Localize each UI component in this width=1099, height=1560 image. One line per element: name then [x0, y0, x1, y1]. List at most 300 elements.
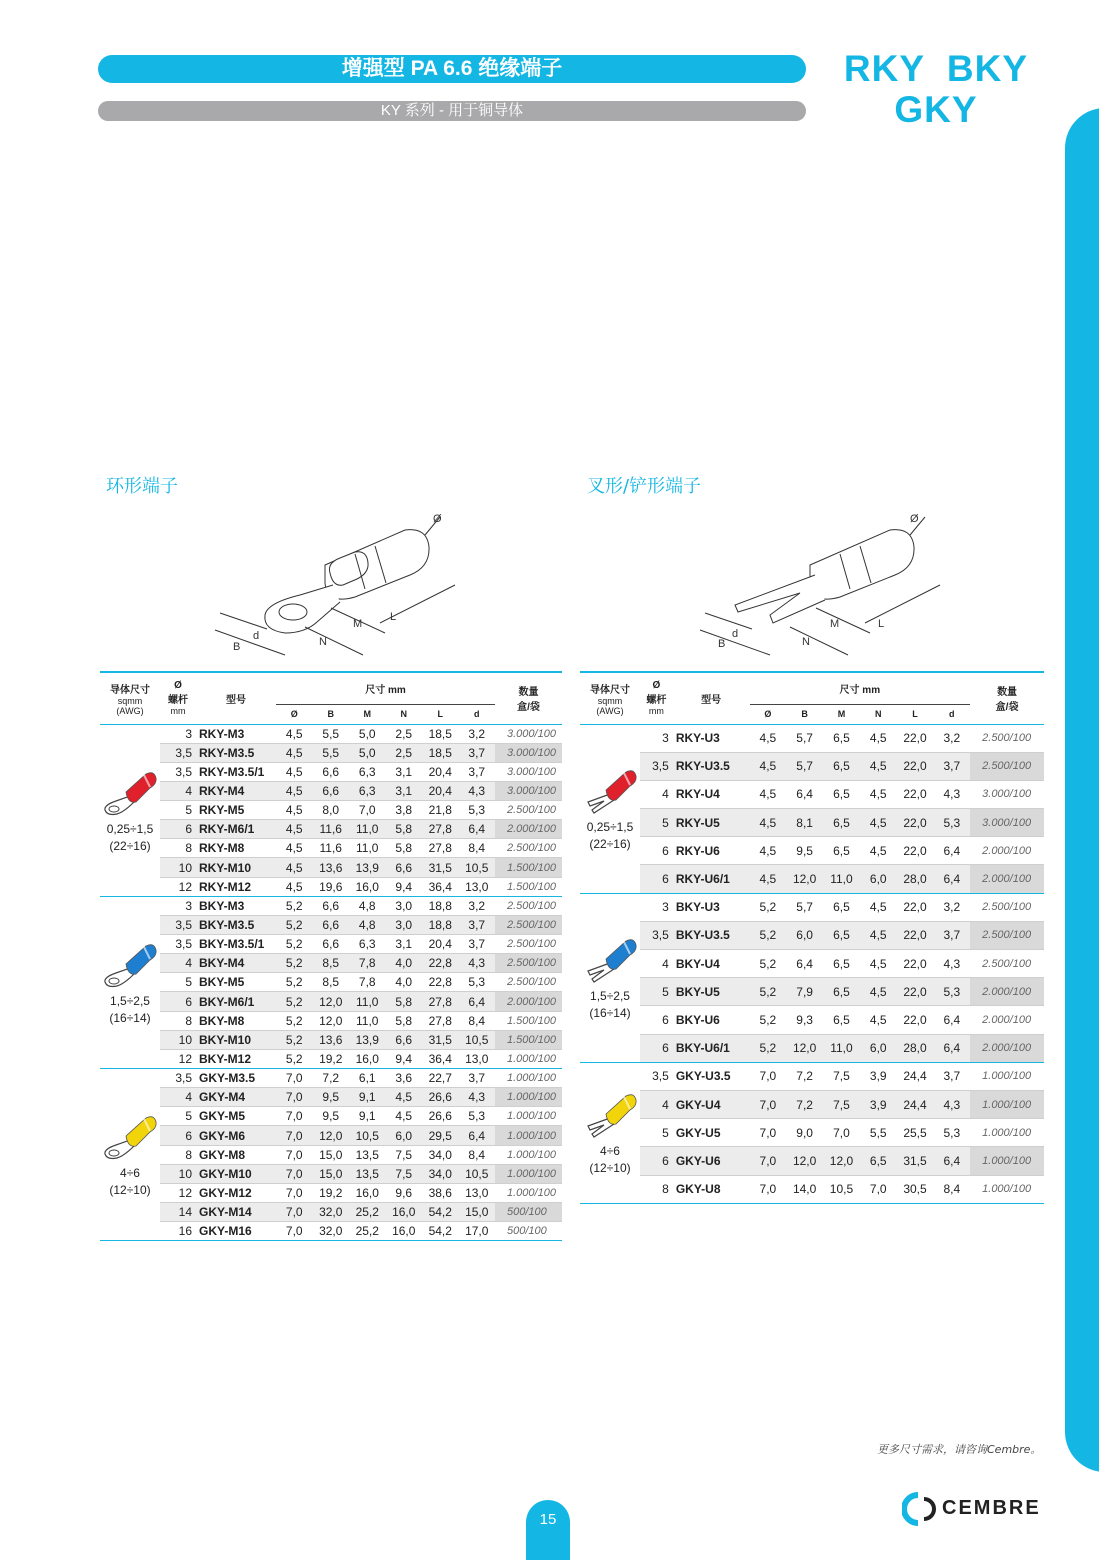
- part-code-cell: RKY-U6: [673, 837, 750, 865]
- dimension-cell: 12,0: [786, 865, 823, 893]
- dimension-cell: 30,5: [897, 1175, 934, 1203]
- part-code-cell: RKY-U5: [673, 809, 750, 837]
- dimension-cell: 19,2: [313, 1049, 350, 1068]
- table-row: [580, 724, 1044, 752]
- dimension-cell: 13,9: [349, 1030, 386, 1049]
- dimension-cell: 4,0: [386, 954, 423, 973]
- quantity-cell: 1.500/100: [495, 1011, 562, 1030]
- dimension-cell: 22,0: [897, 837, 934, 865]
- fork-terminal-diagram: [690, 505, 950, 660]
- part-code-cell: GKY-M16: [196, 1222, 276, 1241]
- quantity-cell: 2.000/100: [495, 992, 562, 1011]
- dimension-cell: 10,5: [459, 1164, 496, 1183]
- part-code-cell: RKY-M6/1: [196, 820, 276, 839]
- dimension-cell: 22,0: [897, 780, 934, 808]
- dimension-cell: 9,4: [386, 877, 423, 896]
- table-row: [580, 837, 1044, 865]
- part-code-cell: BKY-U4: [673, 950, 750, 978]
- dimension-cell: 27,8: [422, 839, 459, 858]
- dimension-cell: 4,5: [386, 1107, 423, 1126]
- dimension-cell: 13,9: [349, 858, 386, 877]
- dimension-cell: 4,3: [459, 781, 496, 800]
- dimension-cell: 4,5: [860, 893, 897, 921]
- part-code-cell: BKY-M6/1: [196, 992, 276, 1011]
- dimension-cell: 4,5: [276, 801, 313, 820]
- stud-size-cell: 5: [160, 801, 196, 820]
- dimension-cell: 25,5: [897, 1119, 934, 1147]
- dimension-cell: 20,4: [422, 935, 459, 954]
- table-row: [100, 743, 562, 762]
- stud-size-cell: 4: [160, 954, 196, 973]
- stud-size-cell: 10: [160, 1164, 196, 1183]
- dimension-cell: 5,2: [750, 921, 787, 949]
- table-row: [100, 935, 562, 954]
- conductor-awg: (16÷14): [589, 1006, 631, 1021]
- ring-label-d: d: [253, 630, 260, 642]
- stud-size-cell: 5: [160, 1107, 196, 1126]
- stud-size-cell: 12: [160, 1183, 196, 1202]
- dimension-cell: 3,8: [386, 801, 423, 820]
- page-number: 15: [526, 1500, 570, 1560]
- catalog-title-bar: [98, 55, 806, 83]
- header-dims: 尺寸 mm: [276, 672, 495, 704]
- col-header: M: [363, 709, 371, 719]
- dimension-cell: 6,3: [349, 762, 386, 781]
- dimension-cell: 6,5: [823, 978, 860, 1006]
- quantity-cell: 2.500/100: [970, 921, 1044, 949]
- dimension-cell: 5,0: [349, 743, 386, 762]
- ring-label-phi: Ø: [433, 513, 442, 525]
- table-row: [580, 1147, 1044, 1175]
- dimension-cell: 13,0: [459, 1183, 496, 1202]
- dimension-cell: 9,3: [786, 1006, 823, 1034]
- table-row: [100, 1126, 562, 1145]
- part-code-cell: GKY-M3.5: [196, 1069, 276, 1088]
- dimension-cell: 9,5: [786, 837, 823, 865]
- dimension-cell: 3,0: [386, 896, 423, 915]
- dimension-cell: 7,0: [349, 801, 386, 820]
- dimension-cell: 15,0: [313, 1164, 350, 1183]
- dimension-cell: 4,5: [860, 978, 897, 1006]
- dimension-cell: 22,0: [897, 978, 934, 1006]
- conductor-awg: (22÷16): [109, 838, 151, 853]
- dimension-cell: 4,5: [276, 858, 313, 877]
- dimension-cell: 4,5: [860, 921, 897, 949]
- dimension-cell: 3,2: [933, 893, 970, 921]
- dimension-cell: 4,5: [276, 762, 313, 781]
- dimension-cell: 31,5: [422, 1030, 459, 1049]
- dimension-cell: 10,5: [823, 1175, 860, 1203]
- stud-size-cell: 4: [160, 781, 196, 800]
- dimension-cell: 8,4: [933, 1175, 970, 1203]
- fork-label-d: d: [732, 628, 739, 640]
- stud-size-cell: 3: [640, 893, 673, 921]
- part-code-cell: RKY-M3: [196, 724, 276, 743]
- dimension-cell: 28,0: [897, 1034, 934, 1062]
- dimension-cell: 22,0: [897, 1006, 934, 1034]
- dimension-cell: 8,4: [459, 1145, 496, 1164]
- dimension-cell: 4,5: [750, 724, 787, 752]
- table-row: [100, 877, 562, 896]
- col-header: d: [474, 709, 480, 719]
- dimension-cell: 6,4: [459, 1126, 496, 1145]
- dimension-cell: 5,2: [276, 1030, 313, 1049]
- dimension-cell: 12,0: [313, 992, 350, 1011]
- dimension-cell: 3,7: [459, 915, 496, 934]
- dimension-cell: 32,0: [313, 1222, 350, 1241]
- dimension-cell: 5,2: [750, 893, 787, 921]
- dimension-cell: 6,5: [823, 893, 860, 921]
- table-row: [100, 724, 562, 743]
- dimension-cell: 7,2: [786, 1062, 823, 1090]
- dimension-cell: 4,5: [860, 780, 897, 808]
- dimension-cell: 3,7: [459, 935, 496, 954]
- stud-size-cell: 6: [160, 992, 196, 1011]
- dimension-cell: 12,0: [313, 1011, 350, 1030]
- dimension-cell: 6,6: [313, 935, 350, 954]
- dimension-cell: 5,0: [349, 724, 386, 743]
- dimension-cell: 7,9: [786, 978, 823, 1006]
- table-row: [100, 1222, 562, 1241]
- dimension-cell: 13,6: [313, 858, 350, 877]
- dimension-cell: 5,2: [276, 1011, 313, 1030]
- dimension-cell: 38,6: [422, 1183, 459, 1202]
- table-row: [580, 752, 1044, 780]
- dimension-cell: 4,5: [750, 780, 787, 808]
- dimension-cell: 6,5: [823, 921, 860, 949]
- table-row: [100, 896, 562, 915]
- part-code-cell: RKY-M3.5/1: [196, 762, 276, 781]
- header-stud: Ø 螺杆 mm: [640, 672, 673, 724]
- dimension-cell: 5,2: [750, 1034, 787, 1062]
- dimension-cell: 15,0: [459, 1203, 496, 1222]
- quantity-cell: 500/100: [495, 1203, 562, 1222]
- stud-size-cell: 3,5: [640, 752, 673, 780]
- dimension-cell: 4,5: [276, 877, 313, 896]
- dimension-cell: 6,5: [823, 724, 860, 752]
- product-codes: [836, 48, 1036, 130]
- dimension-cell: 7,5: [823, 1090, 860, 1118]
- dimension-cell: 7,5: [823, 1062, 860, 1090]
- stud-size-cell: 3,5: [160, 762, 196, 781]
- dimension-cell: 6,5: [823, 752, 860, 780]
- table-row: [100, 1030, 562, 1049]
- dimension-cell: 7,0: [823, 1119, 860, 1147]
- dimension-cell: 7,0: [276, 1183, 313, 1202]
- quantity-cell: 2.500/100: [970, 752, 1044, 780]
- dimension-cell: 5,3: [459, 1107, 496, 1126]
- dimension-cell: 5,2: [750, 978, 787, 1006]
- dimension-cell: 20,4: [422, 781, 459, 800]
- quantity-cell: 1.000/100: [495, 1164, 562, 1183]
- dimension-cell: 9,4: [386, 1049, 423, 1068]
- quantity-cell: 1.000/100: [970, 1119, 1044, 1147]
- dimension-cell: 7,0: [276, 1126, 313, 1145]
- table-row: [580, 1006, 1044, 1034]
- dimension-cell: 7,0: [860, 1175, 897, 1203]
- dimension-cell: 5,2: [276, 915, 313, 934]
- table-row: [580, 1119, 1044, 1147]
- part-code-cell: RKY-M8: [196, 839, 276, 858]
- cembre-logo-icon: [902, 1492, 938, 1526]
- dimension-cell: 11,0: [349, 1011, 386, 1030]
- stud-size-cell: 8: [160, 839, 196, 858]
- dimension-cell: 5,3: [933, 978, 970, 1006]
- part-code-cell: RKY-M12: [196, 877, 276, 896]
- stud-size-cell: 6: [640, 865, 673, 893]
- table-row: [580, 1175, 1044, 1203]
- table-row: [100, 1069, 562, 1088]
- dimension-cell: 7,0: [276, 1069, 313, 1088]
- dimension-cell: 16,0: [349, 1049, 386, 1068]
- dimension-cell: 26,6: [422, 1088, 459, 1107]
- quantity-cell: 1.500/100: [495, 858, 562, 877]
- quantity-cell: 3.000/100: [495, 781, 562, 800]
- stud-size-cell: 6: [640, 1034, 673, 1062]
- conductor-size: 0,25÷1,5: [586, 820, 634, 835]
- header-conductor: 导体尺寸 sqmm (AWG): [580, 672, 640, 724]
- table-row: [100, 1049, 562, 1068]
- part-code-cell: BKY-U3: [673, 893, 750, 921]
- col-header: M: [837, 709, 846, 719]
- dimension-cell: 5,2: [276, 1049, 313, 1068]
- dimension-cell: 7,8: [349, 954, 386, 973]
- dimension-cell: 13,0: [459, 1049, 496, 1068]
- fork-terminal-title: 叉形/铲形端子: [587, 476, 702, 497]
- table-row: [100, 858, 562, 877]
- table-row: [580, 893, 1044, 921]
- dimension-cell: 54,2: [422, 1222, 459, 1241]
- dimension-cell: 22,0: [897, 752, 934, 780]
- dimension-cell: 6,5: [823, 950, 860, 978]
- dimension-cell: 3,9: [860, 1090, 897, 1118]
- dimension-cell: 6,5: [823, 780, 860, 808]
- dimension-cell: 13,5: [349, 1145, 386, 1164]
- header-stud: Ø 螺杆 mm: [160, 672, 196, 724]
- quantity-cell: 2.500/100: [495, 801, 562, 820]
- part-code-cell: BKY-U6/1: [673, 1034, 750, 1062]
- table-row: [580, 950, 1044, 978]
- dimension-cell: 4,3: [459, 1088, 496, 1107]
- quantity-cell: 3.000/100: [495, 724, 562, 743]
- ring-label-m: M: [353, 618, 363, 630]
- ring-terminal-icon: [102, 766, 158, 816]
- dimension-cell: 4,5: [750, 752, 787, 780]
- dimension-cell: 7,0: [276, 1088, 313, 1107]
- quantity-cell: 2.500/100: [495, 973, 562, 992]
- dimension-cell: 4,3: [459, 954, 496, 973]
- dimension-cell: 4,5: [276, 781, 313, 800]
- dimension-cell: 13,5: [349, 1164, 386, 1183]
- dimension-cell: 22,0: [897, 921, 934, 949]
- dimension-cell: 8,4: [459, 839, 496, 858]
- part-code-cell: RKY-M10: [196, 858, 276, 877]
- dimension-cell: 4,5: [386, 1088, 423, 1107]
- dimension-cell: 22,8: [422, 954, 459, 973]
- dimension-cell: 29,5: [422, 1126, 459, 1145]
- part-code-cell: GKY-M6: [196, 1126, 276, 1145]
- cembre-logo-text: CEMBRE: [942, 1497, 1041, 1519]
- stud-size-cell: 3,5: [160, 743, 196, 762]
- dimension-cell: 12,0: [786, 1147, 823, 1175]
- dimension-cell: 4,5: [276, 724, 313, 743]
- header-dims: 尺寸 mm: [750, 672, 971, 704]
- dimension-cell: 27,8: [422, 992, 459, 1011]
- quantity-cell: 2.500/100: [495, 896, 562, 915]
- quantity-cell: 1.000/100: [970, 1062, 1044, 1090]
- quantity-cell: 2.000/100: [970, 1006, 1044, 1034]
- dimension-cell: 31,5: [897, 1147, 934, 1175]
- dimension-cell: 6,4: [459, 992, 496, 1011]
- stud-size-cell: 3,5: [160, 915, 196, 934]
- quantity-cell: 3.000/100: [495, 762, 562, 781]
- dimension-cell: 36,4: [422, 877, 459, 896]
- dimension-cell: 7,0: [750, 1119, 787, 1147]
- dimension-cell: 7,0: [276, 1145, 313, 1164]
- stud-size-cell: 5: [640, 809, 673, 837]
- dimension-cell: 16,0: [386, 1203, 423, 1222]
- dimension-cell: 3,2: [459, 724, 496, 743]
- series-subtitle: KY 系列 - 用于铜导体: [380, 102, 524, 119]
- quantity-cell: 2.500/100: [495, 915, 562, 934]
- dimension-cell: 6,4: [933, 1006, 970, 1034]
- quantity-cell: 2.500/100: [970, 950, 1044, 978]
- quantity-cell: 3.000/100: [495, 743, 562, 762]
- dimension-cell: 9,5: [313, 1088, 350, 1107]
- quantity-cell: 1.500/100: [495, 1030, 562, 1049]
- dimension-cell: 7,0: [750, 1175, 787, 1203]
- dimension-cell: 9,6: [386, 1183, 423, 1202]
- header-qty: 数量 盒/袋: [495, 672, 562, 724]
- quantity-cell: 2.000/100: [970, 978, 1044, 1006]
- dimension-cell: 5,3: [459, 973, 496, 992]
- table-row: [100, 973, 562, 992]
- header-qty: 数量 盒/袋: [970, 672, 1044, 724]
- col-header: N: [400, 709, 407, 719]
- table-row: [100, 781, 562, 800]
- dimension-cell: 26,6: [422, 1107, 459, 1126]
- quantity-cell: 1.000/100: [495, 1145, 562, 1164]
- quantity-cell: 2.000/100: [970, 1034, 1044, 1062]
- dimension-cell: 11,0: [823, 1034, 860, 1062]
- dimension-cell: 10,5: [349, 1126, 386, 1145]
- stud-size-cell: 3: [160, 724, 196, 743]
- dimension-cell: 31,5: [422, 858, 459, 877]
- dimension-cell: 25,2: [349, 1203, 386, 1222]
- dimension-cell: 7,0: [276, 1107, 313, 1126]
- stud-size-cell: 12: [160, 877, 196, 896]
- dimension-cell: 5,5: [860, 1119, 897, 1147]
- stud-size-cell: 5: [640, 978, 673, 1006]
- stud-size-cell: 6: [160, 1126, 196, 1145]
- dimension-cell: 13,0: [459, 877, 496, 896]
- part-code-cell: BKY-U3.5: [673, 921, 750, 949]
- col-header: N: [874, 709, 882, 719]
- dimension-cell: 18,5: [422, 743, 459, 762]
- dimension-cell: 7,0: [750, 1147, 787, 1175]
- stud-size-cell: 4: [640, 950, 673, 978]
- dimension-cell: 3,1: [386, 762, 423, 781]
- dimension-cell: 4,5: [276, 820, 313, 839]
- conductor-size-cell: [100, 1069, 160, 1241]
- dimension-cell: 8,5: [313, 954, 350, 973]
- stud-size-cell: 3: [640, 724, 673, 752]
- dimension-cell: 3,7: [933, 921, 970, 949]
- fork-terminal-table: [580, 671, 1044, 1204]
- part-code-cell: BKY-M12: [196, 1049, 276, 1068]
- part-code-cell: BKY-M5: [196, 973, 276, 992]
- dimension-cell: 3,7: [459, 743, 496, 762]
- dimension-cell: 6,6: [313, 896, 350, 915]
- cembre-logo: [902, 1492, 1052, 1526]
- quantity-cell: 2.500/100: [970, 893, 1044, 921]
- dimension-cell: 6,4: [786, 950, 823, 978]
- table-row: [100, 1164, 562, 1183]
- fork-terminal-icon: [582, 1088, 638, 1138]
- dimension-cell: 16,0: [386, 1222, 423, 1241]
- dimension-cell: 3,1: [386, 935, 423, 954]
- part-code-cell: GKY-M10: [196, 1164, 276, 1183]
- table-row: [100, 1183, 562, 1202]
- dimension-cell: 12,0: [313, 1126, 350, 1145]
- part-code-cell: BKY-M3.5: [196, 915, 276, 934]
- part-code-cell: GKY-M5: [196, 1107, 276, 1126]
- stud-size-cell: 10: [160, 1030, 196, 1049]
- fork-terminal-icon: [582, 764, 638, 814]
- dimension-cell: 4,5: [860, 809, 897, 837]
- quantity-cell: 2.000/100: [970, 865, 1044, 893]
- dimension-cell: 6,1: [349, 1069, 386, 1088]
- dimension-cell: 18,8: [422, 896, 459, 915]
- table-row: [580, 865, 1044, 893]
- dimension-cell: 2,5: [386, 743, 423, 762]
- dimension-cell: 22,0: [897, 809, 934, 837]
- stud-size-cell: 3,5: [640, 1062, 673, 1090]
- header-type: 型号: [673, 672, 750, 724]
- dimension-cell: 16,0: [349, 1183, 386, 1202]
- dimension-cell: 6,4: [459, 820, 496, 839]
- dimension-cell: 8,5: [313, 973, 350, 992]
- dimension-cell: 11,0: [349, 839, 386, 858]
- dimension-cell: 7,0: [276, 1222, 313, 1241]
- conductor-awg: (16÷14): [109, 1010, 151, 1025]
- dimension-cell: 4,5: [860, 1006, 897, 1034]
- ring-terminal-icon: [102, 938, 158, 988]
- ring-terminal-table: [100, 671, 562, 1241]
- quantity-cell: 1.000/100: [495, 1088, 562, 1107]
- stud-size-cell: 5: [640, 1119, 673, 1147]
- stud-size-cell: 5: [160, 973, 196, 992]
- dimension-cell: 11,0: [823, 865, 860, 893]
- dimension-cell: 5,8: [386, 820, 423, 839]
- dimension-cell: 5,5: [313, 743, 350, 762]
- table-row: [100, 1107, 562, 1126]
- quantity-cell: 2.500/100: [970, 724, 1044, 752]
- dimension-cell: 9,1: [349, 1088, 386, 1107]
- conductor-size-cell: [580, 893, 640, 1062]
- quantity-cell: 1.000/100: [970, 1090, 1044, 1118]
- dimension-cell: 5,2: [276, 954, 313, 973]
- part-code-cell: RKY-U3: [673, 724, 750, 752]
- dimension-cell: 20,4: [422, 762, 459, 781]
- dimension-cell: 3,7: [459, 1069, 496, 1088]
- fork-terminal-icon: [582, 933, 638, 983]
- table-row: [100, 801, 562, 820]
- dimension-cell: 3,6: [386, 1069, 423, 1088]
- quantity-cell: 2.000/100: [970, 837, 1044, 865]
- table-row: [580, 1062, 1044, 1090]
- table-row: [100, 954, 562, 973]
